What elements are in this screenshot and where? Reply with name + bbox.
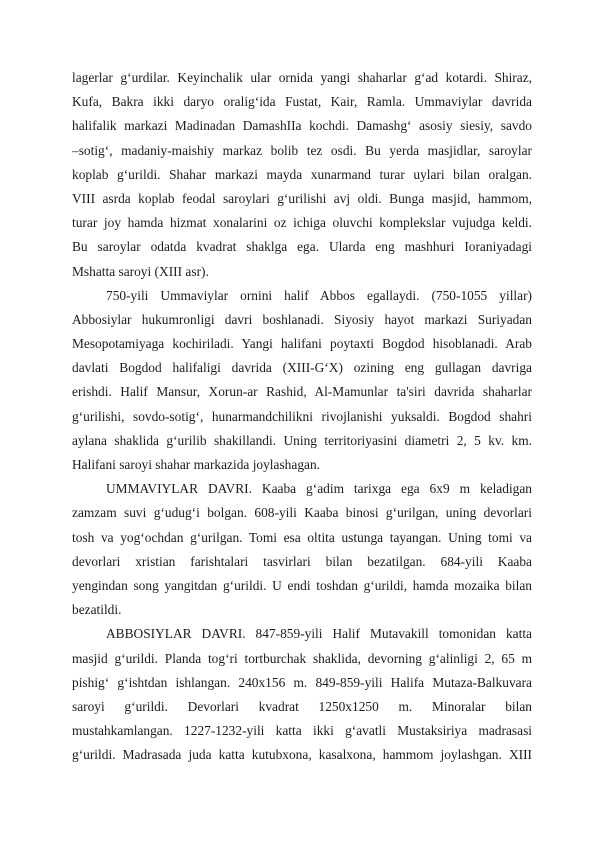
text-line: Mesopotamiyaga kochiriladi. Yangi halifani poytaxti Bogdod hisoblanadi. Arab <box>72 336 532 352</box>
text-line: UMMAVIYLAR DAVRI. Kaaba g‘adim tarixga ega 6x9 m keladigan <box>106 481 532 497</box>
paragraph-ummaviylar-cities <box>72 66 532 284</box>
text-line: VIII asrda koplab feodal saroylari g‘urilishi avj oldi. Bunga masjid, hammom, <box>72 190 532 206</box>
text-line: mustahkamlangan. 1227-1232-yili katta ikki g‘avatli Mustaksiriya madrasasi <box>72 723 532 739</box>
text-line: ABBOSIYLAR DAVRI. 847-859-yili Halif Mutavakill tomonidan katta <box>106 626 532 642</box>
text-line: zamzam suvi g‘udug‘i bolgan. 608-yili Kaaba binosi g‘urilgan, uning devorlari <box>72 505 532 521</box>
text-line: pishig‘ g‘ishtdan ishlangan. 240x156 m. 849-859-yili Halifa Mutaza-Balkuvara <box>72 674 532 690</box>
text-line: halifalik markazi Madinadan DamashIIa kochdi. Damashg‘ asosiy siesiy, savdo <box>72 118 532 134</box>
text-line: aylana shaklida g‘urilib shakillandi. Uning territoriyasini diametri 2, 5 kv. km. <box>72 432 532 448</box>
text-line: Kufa, Bakra ikki daryo oralig‘ida Fustat, Kair, Ramla. Ummaviylar davrida <box>72 94 532 110</box>
text-line: Halifani saroyi shahar markazida joylashagan. <box>72 457 321 472</box>
body-text <box>72 66 532 767</box>
text-line: davlati Bogdod halifaligi davrida (XIII-G‘X) ozining eng gullagan davriga <box>72 360 532 376</box>
text-line: Mshatta saroyi (XIII asr). <box>72 263 209 279</box>
text-line: Bu saroylar odatda kvadrat shaklga ega. Ularda eng mashhuri Ioraniyadagi <box>72 239 532 255</box>
text-line: masjid g‘urildi. Planda tog‘ri tortburchak shaklida, devorning g‘alinligi 2, 65 m <box>72 650 532 666</box>
text-line: koplab g‘urildi. Shahar markazi mayda xunarmand turar uylari bilan oralgan. <box>72 166 532 182</box>
text-line: erishdi. Halif Mansur, Xorun-ar Rashid, Al-Mamunlar ta'siri davrida shaharlar <box>72 384 532 400</box>
paragraph-abbosiylar-rule <box>72 284 532 478</box>
text-line: g‘urildi. Madrasada juda katta kutubxona, kasalxona, hammom joylashgan. XIII <box>72 747 532 763</box>
text-line: devorlari xristian farishtalari tasvirlari bilan bezatilgan. 684-yili Kaaba <box>72 553 532 569</box>
text-line: tosh va yog‘ochdan g‘urilgan. Tomi esa oltita ustunga tayangan. Uning tomi va <box>72 529 532 545</box>
text-line: yengindan song yangitdan g‘urildi. U endi toshdan g‘urildi, hamda mozaika bilan <box>72 577 532 593</box>
text-line: saroyi g‘urildi. Devorlari kvadrat 1250x1250 m. Minoralar bilan <box>72 698 532 714</box>
text-line: –sotig‘, madaniy-maishiy markaz bolib tez osdi. Bu yerda masjidlar, saroylar <box>72 142 532 158</box>
text-line: Abbosiylar hukumronligi davri boshlanadi. Siyosiy hayot markazi Suriyadan <box>72 311 532 327</box>
text-line: bezatildi. <box>72 602 122 618</box>
text-line: lagerlar g‘urdilar. Keyinchalik ular ornida yangi shaharlar g‘ad kotardi. Shiraz, <box>72 70 532 85</box>
paragraph-abbosiylar-davri <box>72 622 532 767</box>
paragraph-ummaviylar-davri <box>72 477 532 622</box>
text-line: 750-yili Ummaviylar ornini halif Abbos egallaydi. (750-1055 yillar) <box>106 287 532 303</box>
text-line: g‘urilishi, sovdo-sotig‘, hunarmandchilikni rivojlanishi yuksaldi. Bogdod shahri <box>72 408 532 424</box>
text-line: turar joy hamda hizmat xonalarini oz ichiga oluvchi komplekslar vujudga keldi. <box>72 215 532 231</box>
